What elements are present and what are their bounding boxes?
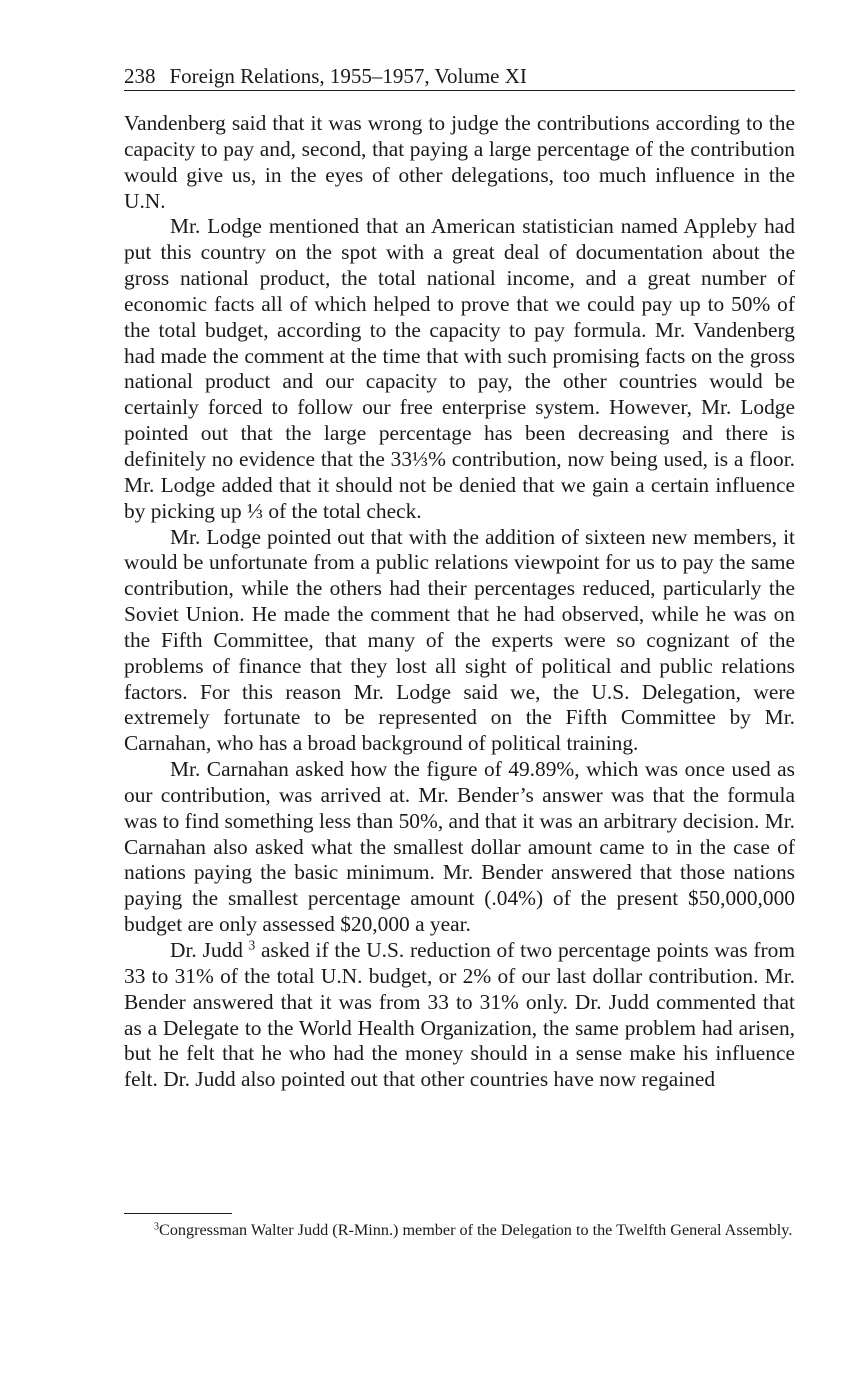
footnote-reference: 3 (248, 937, 256, 953)
running-header (124, 62, 795, 91)
paragraph: Vandenberg said that it was wrong to judge the contributions according to the capacity to pay and, second, that paying a large percentage of the contribution would give us, in the eyes of other delegations, too much influence in the U.N. (124, 111, 795, 213)
footnote-marker: 3 (154, 1221, 160, 1233)
running-title: Foreign Relations, 1955–1957, Volume XI (169, 64, 527, 88)
paragraph: Mr. Lodge pointed out that with the addition of sixteen new members, it would be unfortunate from a public relations viewpoint for us to pay the same contribution, while the others had their percentages reduced, particularly the Soviet Union. He made the comment that he had observed, while he was on the Fifth Committee, that many of the experts were so cognizant of the problems of finance that they lost all sight of political and public relations factors. For this reason Mr. Lodge said we, the U.S. Delegation, were extremely fortunate to be represented on the Fifth Committee by Mr. Carnahan, who has a broad background of political training. (124, 524, 795, 756)
footnote (124, 1220, 795, 1241)
main-text (124, 111, 795, 1093)
judd-text: asked if the U.S. reduction of two percentage points was from 33 to 31% of the total U.N. budget, or 2% of our last dollar contribution. Mr. Bender answered that it was from 33 to 31% only. Dr. Judd commented that as a Delegate to the World Health Organization, the same problem had arisen, but he felt that he who had the money should in a sense make his influence felt. Dr. Judd also pointed out that other countries have now regained (124, 938, 795, 1092)
paragraph: Mr. Carnahan asked how the figure of 49.89%, which was once used as our contribution, was arrived at. Mr. Bender’s answer was that the formula was to find something less than 50%, and that it was an arbitrary decision. Mr. Carnahan also asked what the smallest dollar amount came to in the case of nations paying the basic minimum. Mr. Bender answered that those nations paying the smallest percentage amount (.04%) of the present $50,000,000 budget are only assessed $20,000 a year. (124, 757, 795, 937)
judd-lead: Dr. Judd (170, 938, 243, 962)
footnote-divider (124, 1213, 232, 1214)
paragraph-judd (124, 938, 795, 1093)
page-number: 238 (124, 64, 156, 88)
footnote-text: Congressman Walter Judd (R-Minn.) member of the Delegation to the Twelfth General Assembly. (159, 1221, 793, 1239)
paragraph: Mr. Lodge mentioned that an American statistician named Appleby had put this country on the spot with a great deal of documentation about the gross national product, the total national income, and a great number of economic facts all of which helped to prove that we could pay up to 50% of the total budget, according to the capacity to pay formula. Mr. Vandenberg had made the comment at the time that with such promising facts on the gross national product and our capacity to pay, the other countries would be certainly forced to follow our free enterprise system. However, Mr. Lodge pointed out that the large percentage has been decreasing and there is definitely no evidence that the 33⅓% contribution, now being used, is a floor. Mr. Lodge added that it should not be denied that we gain a certain influence by picking up ⅓ of the total check. (124, 214, 795, 523)
